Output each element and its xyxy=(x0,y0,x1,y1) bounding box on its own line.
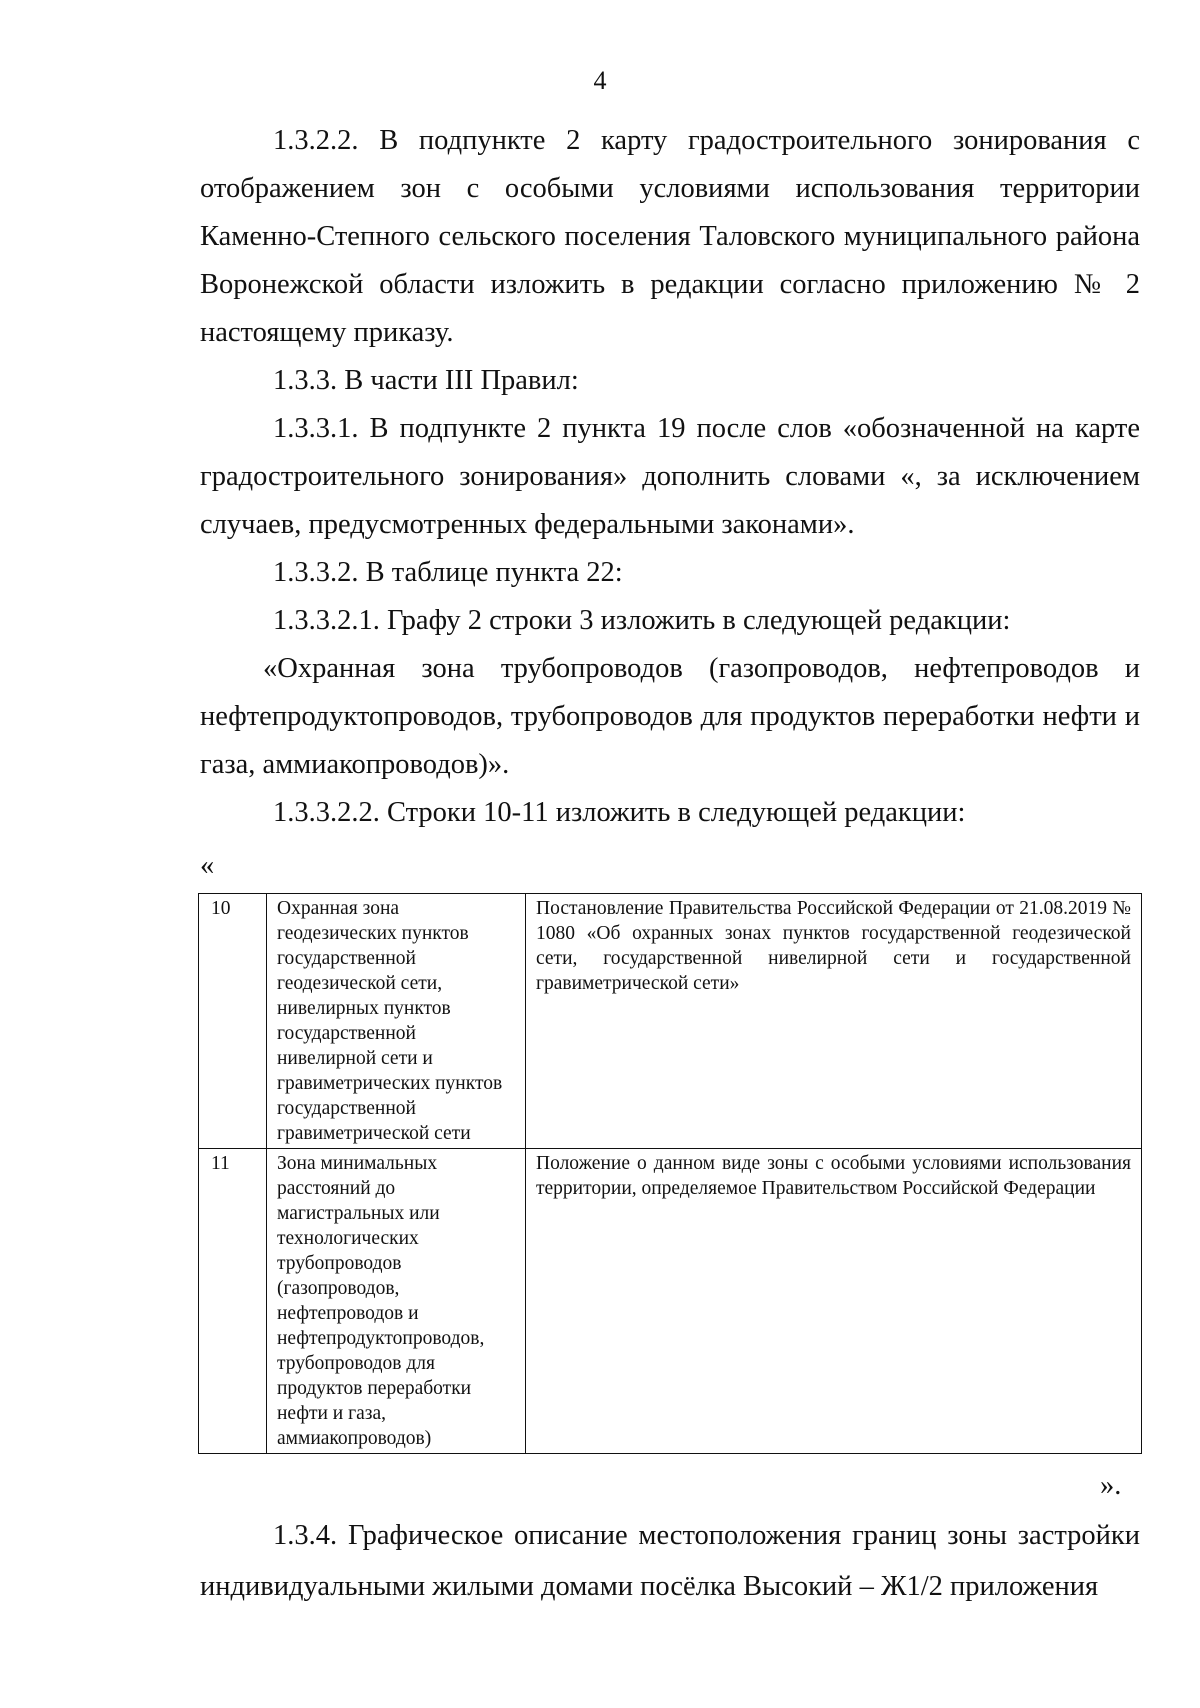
zone-name-cell: Охранная зона геодезических пунктов государственной геодезической сети, нивелирных пунктов государственной нивелирной сети и гравиметрических пунктов государственной гравиметрической сети xyxy=(267,894,526,1149)
paragraph-1-3-3-2: 1.3.3.2. В таблице пункта 22: xyxy=(273,557,623,588)
table-open-quote: « xyxy=(200,850,215,881)
body-text xyxy=(200,117,1140,837)
zone-name-cell: Зона минимальных расстояний до магистральных или технологических трубопроводов (газопроводов, нефтепроводов и нефтепродуктопроводов, трубопроводов для продуктов переработки нефти и газа, аммиакопроводов) xyxy=(267,1149,526,1454)
paragraph-1-3-3: 1.3.3. В части III Правил: xyxy=(273,365,579,396)
quoted-zone-name: «Охранная зона трубопроводов (газопроводов, нефтепроводов и нефтепродуктопроводов, трубопроводов для продуктов переработки нефти и газа, аммиакопроводов)». xyxy=(200,653,1140,780)
page-number: 4 xyxy=(593,66,607,95)
legal-basis-cell: Постановление Правительства Российской Федерации от 21.08.2019 № 1080 «Об охранных зонах пунктов государственной геодезической сети, государственной нивелирной сети и государственной гравиметрической сети» xyxy=(526,894,1142,1149)
row-number: 11 xyxy=(199,1149,267,1454)
paragraph-1-3-3-1: 1.3.3.1. В подпункте 2 пункта 19 после слов «обозначенной на карте градостроительного зонирования» дополнить словами «, за исключением случаев, предусмотренных федеральными законами». xyxy=(200,413,1140,540)
table-row xyxy=(199,1149,1142,1454)
paragraph-1-3-3-2-2: 1.3.3.2.2. Строки 10-11 изложить в следующей редакции: xyxy=(273,797,966,828)
table-row xyxy=(199,894,1142,1149)
table-close-quote: ». xyxy=(1100,1470,1122,1501)
zones-table xyxy=(198,893,1142,1454)
body-text-continued xyxy=(200,1510,1140,1612)
row-number: 10 xyxy=(199,894,267,1149)
paragraph-1-3-3-2-1: 1.3.3.2.1. Графу 2 строки 3 изложить в следующей редакции: xyxy=(273,605,1011,636)
legal-basis-cell: Положение о данном виде зоны с особыми условиями использования территории, определяемое Правительством Российской Федерации xyxy=(526,1149,1142,1454)
paragraph-1-3-2-2: 1.3.2.2. В подпункте 2 карту градостроительного зонирования с отображением зон с особыми условиями использования территории Каменно-Степного сельского поселения Таловского муниципального района Воронежской области изложить в редакции согласно приложению № 2 настоящему приказу. xyxy=(200,125,1140,348)
paragraph-1-3-4: 1.3.4. Графическое описание местоположения границ зоны застройки индивидуальными жилыми домами посёлка Высокий – Ж1/2 приложения xyxy=(200,1520,1140,1602)
